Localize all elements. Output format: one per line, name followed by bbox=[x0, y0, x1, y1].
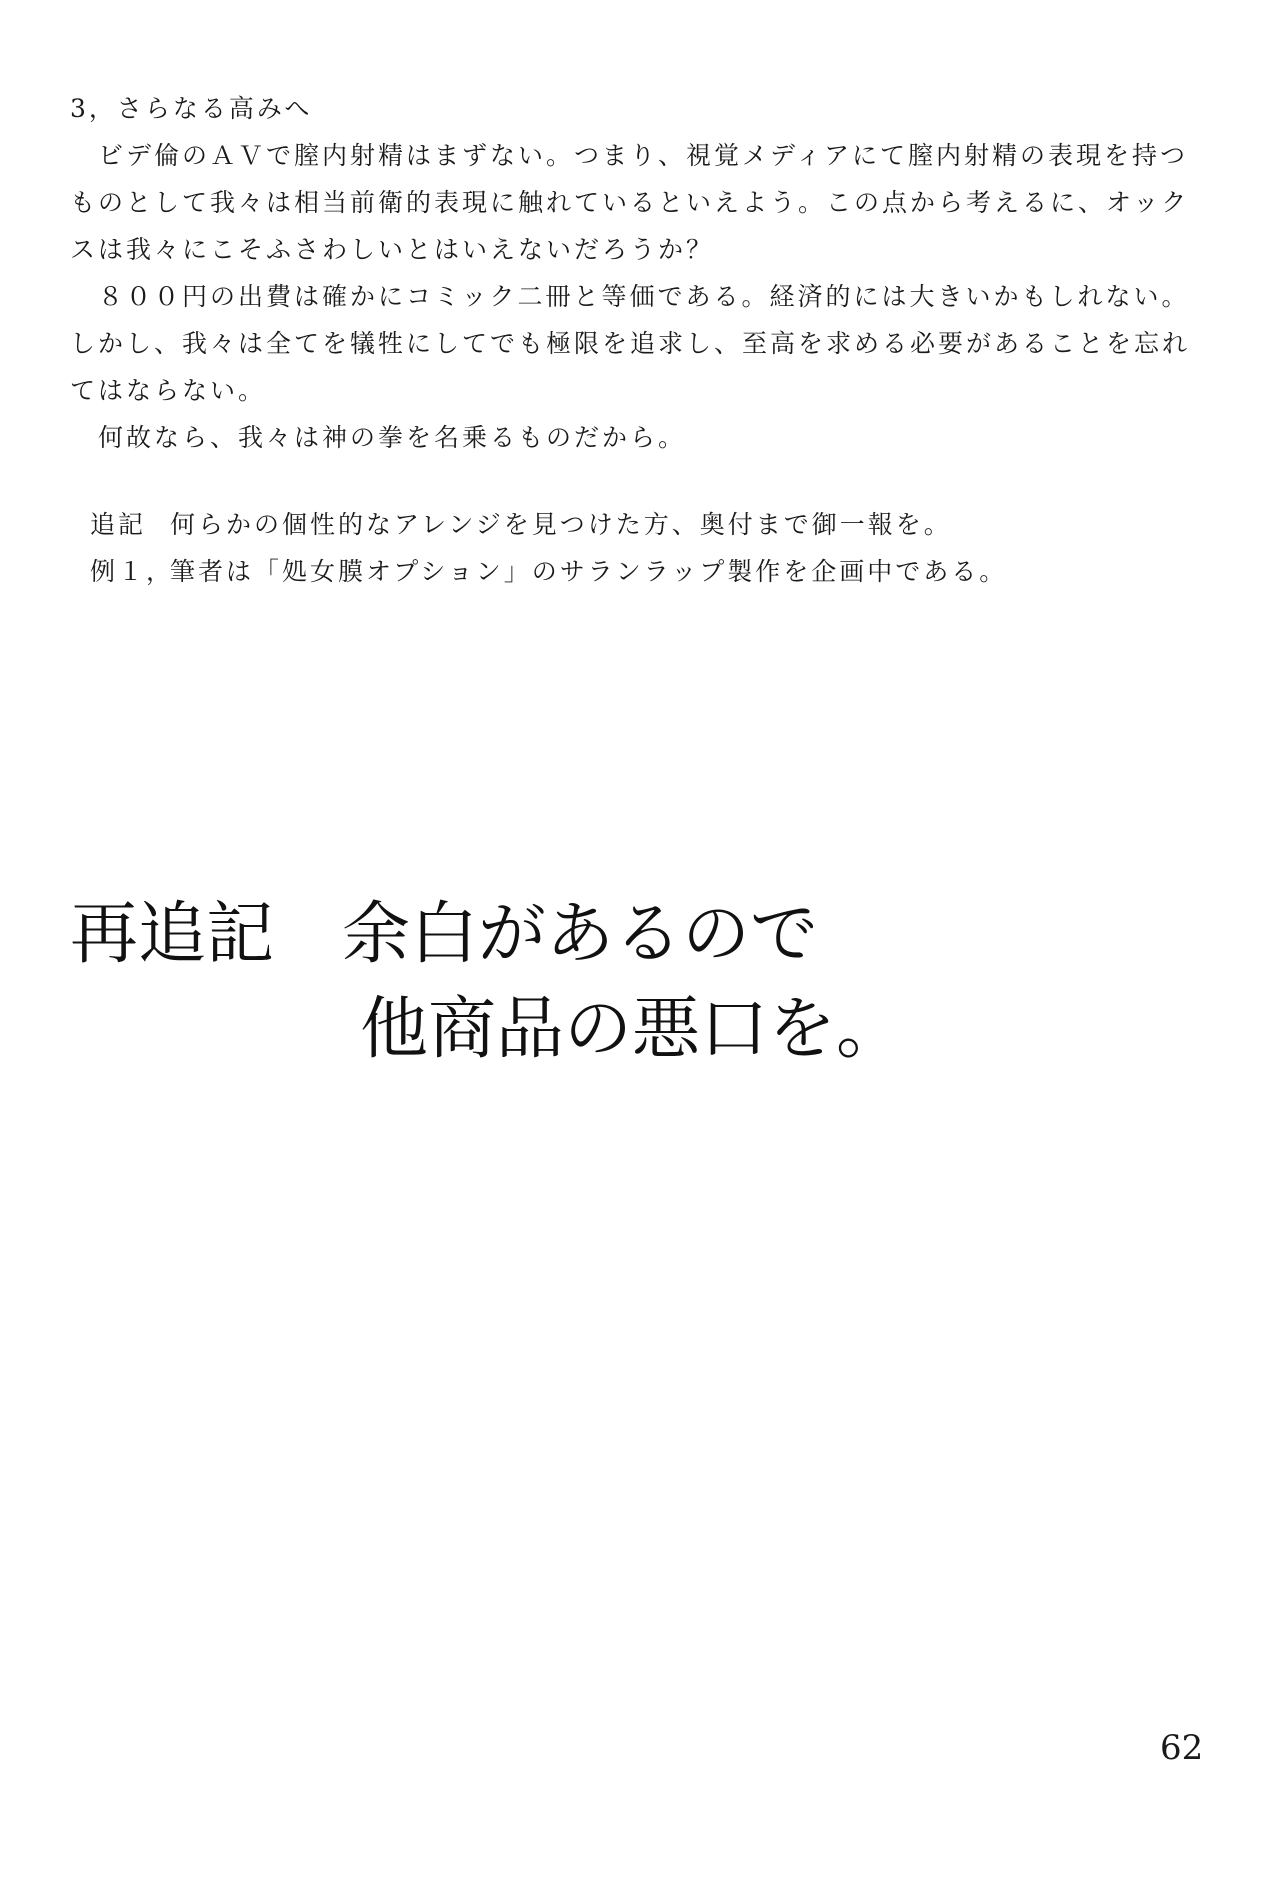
section-heading: 3，さらなる高みへ bbox=[70, 94, 313, 123]
handwritten-line: 他商品の悪口を。 bbox=[360, 990, 905, 1069]
note-label: 追記 bbox=[90, 510, 147, 539]
page-number: 62 bbox=[1160, 1728, 1204, 1768]
note-text: 筆者は「処女膜オプション」のサランラップ製作を企画中である。 bbox=[170, 557, 1008, 586]
printed-text-block bbox=[70, 85, 1200, 595]
note-label: 例１， bbox=[90, 557, 175, 586]
paragraph: 何故なら、我々は神の拳を名乗るものだから。 bbox=[98, 423, 687, 452]
paragraph: ビデ倫のＡＶで膣内射精はまずない。つまり、視覚メディアにて膣内射精の表現を持つものとして我々は相当前衛的表現に触れているといえよう。この点から考えるに、オックスは我々にこそふさわしいとはいえないだろうか？ bbox=[70, 141, 1190, 264]
handwritten-line: 再追記 余白があるので bbox=[70, 895, 819, 974]
paragraph: ８００円の出費は確かにコミック二冊と等価である。経済的には大きいかもしれない。しかし、我々は全てを犠牲にしてでも極限を追求し、至高を求める必要があることを忘れてはならない。 bbox=[70, 282, 1191, 405]
note-text: 何らかの個性的なアレンジを見つけた方、奥付まで御一報を。 bbox=[170, 510, 952, 539]
note-line bbox=[70, 501, 1200, 548]
note-line bbox=[70, 548, 1200, 595]
